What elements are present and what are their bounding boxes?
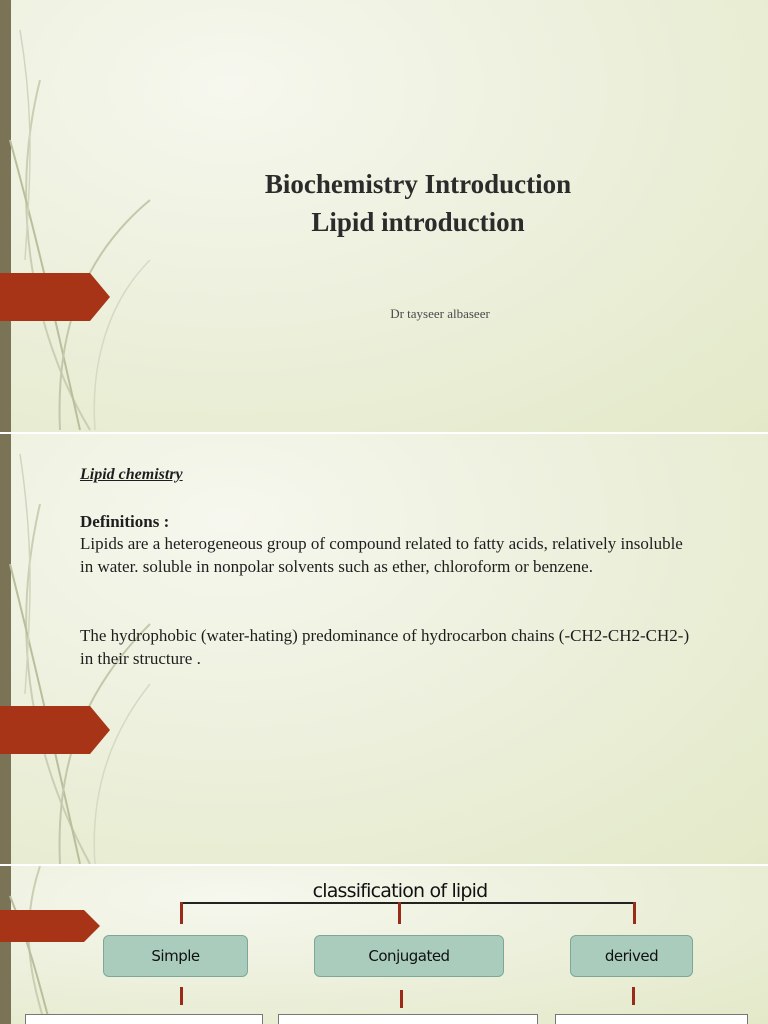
bottom-box-derived [555,1014,748,1024]
author-name: Dr tayseer albaseer [390,306,490,321]
hydrophobic-paragraph: The hydrophobic (water-hating) predominance of hydrocarbon chains (-CH2-CH2-CH2-) in their structure . [80,626,690,668]
definitions-label: Definitions : [80,512,170,531]
connector-derived [633,902,636,924]
slide-title-line1: Biochemistry Introduction [264,169,572,199]
node-derived: derived [570,935,693,977]
slide-classification [0,866,768,1024]
connector-simple-down [180,987,183,1005]
slide-title [0,0,768,432]
slide-lipid-chemistry [0,434,768,864]
connector-derived-down [632,987,635,1005]
slide-title-line2: Lipid introduction [311,207,525,237]
tree-top-line [181,902,636,904]
bottom-box-simple [25,1014,263,1024]
arrow-tab [0,910,100,942]
connector-conjugated [398,902,401,924]
connector-conjugated-down [400,990,403,1008]
section-heading: Lipid chemistry [80,466,183,483]
classification-title: classification of lipid [312,880,488,902]
connector-simple [180,902,183,924]
node-simple: Simple [103,935,248,977]
decorative-swoosh [0,0,160,432]
node-conjugated: Conjugated [314,935,504,977]
definition-paragraph: Lipids are a heterogeneous group of compound related to fatty acids, relatively insoluble in water. soluble in nonpolar solvents such as ether, chloroform or benzene. [80,534,683,576]
arrow-tab [0,273,110,321]
arrow-tab [0,706,110,754]
bottom-box-conjugated [278,1014,538,1024]
